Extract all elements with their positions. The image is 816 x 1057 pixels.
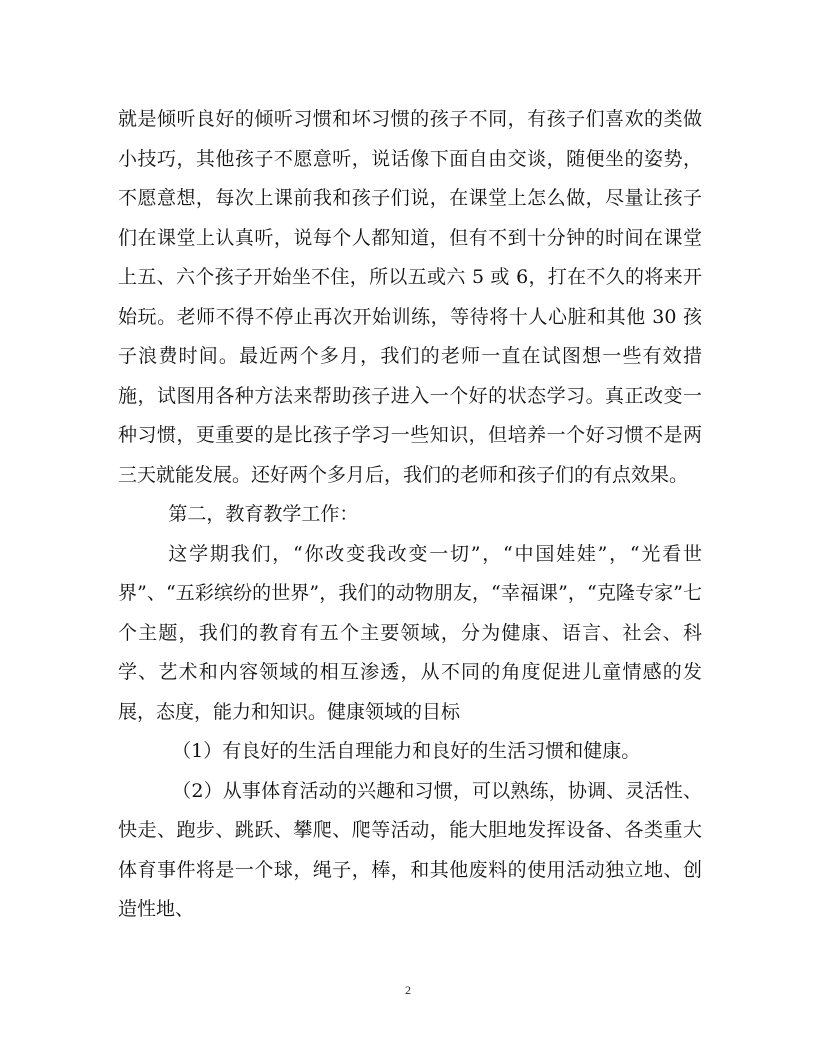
list-item-goal-1: （1）有良好的生活自理能力和良好的生活习惯和健康。 — [172, 740, 641, 762]
paragraph-themes: 这学期我们，“你改变我改变一切”，“中国娃娃”，“光看世界”、“五彩缤纷的世界”，我们的动物朋友，“幸福课”，“克隆专家”七个主题，我们的教育有五个主要领域，分为健康、语言、社会、科学、艺术和内容领域的相互渗透，从不同的角度促进儿童情感的发展，态度，能力和知识。健康领域的目标 — [118, 542, 702, 723]
paragraph-listening-habits: 就是倾听良好的倾听习惯和坏习惯的孩子不同，有孩子们喜欢的类做小技巧，其他孩子不愿意听，说话像下面自由交谈，随便坐的姿势，不愿意想，每次上课前我和孩子们说，在课堂上怎么做，尽量让孩子们在课堂上认真听，说每个人都知道，但有不到十分钟的时间在课堂上五、六个孩子开始坐不住，所以五或六 5 或 6，打在不久的将来开始玩。老师不得不停止再次开始训练，等待将十人心脏和其他 30 孩子浪费时间。最近两个多月，我们的老师一直在试图想一些有效措施，试图用各种方法来帮助孩子进入一个好的状态学习。真正改变一种习惯，更重要的是比孩子学习一些知识，但培养一个好习惯不是两三天就能发展。还好两个多月后，我们的老师和孩子们的有点效果。 — [118, 108, 702, 486]
page-number: 2 — [405, 983, 411, 997]
body-text — [118, 100, 702, 930]
section-heading-teaching-work: 第二，教育教学工作： — [168, 503, 359, 525]
list-item-goal-2: （2）从事体育活动的兴趣和习惯，可以熟练，协调、灵活性、快走、跑步、跳跃、攀爬、爬等活动，能大胆地发挥设备、各类重大体育事件将是一个球，绳子，棒，和其他废料的使用活动独立地、创造性地、 — [118, 779, 702, 920]
